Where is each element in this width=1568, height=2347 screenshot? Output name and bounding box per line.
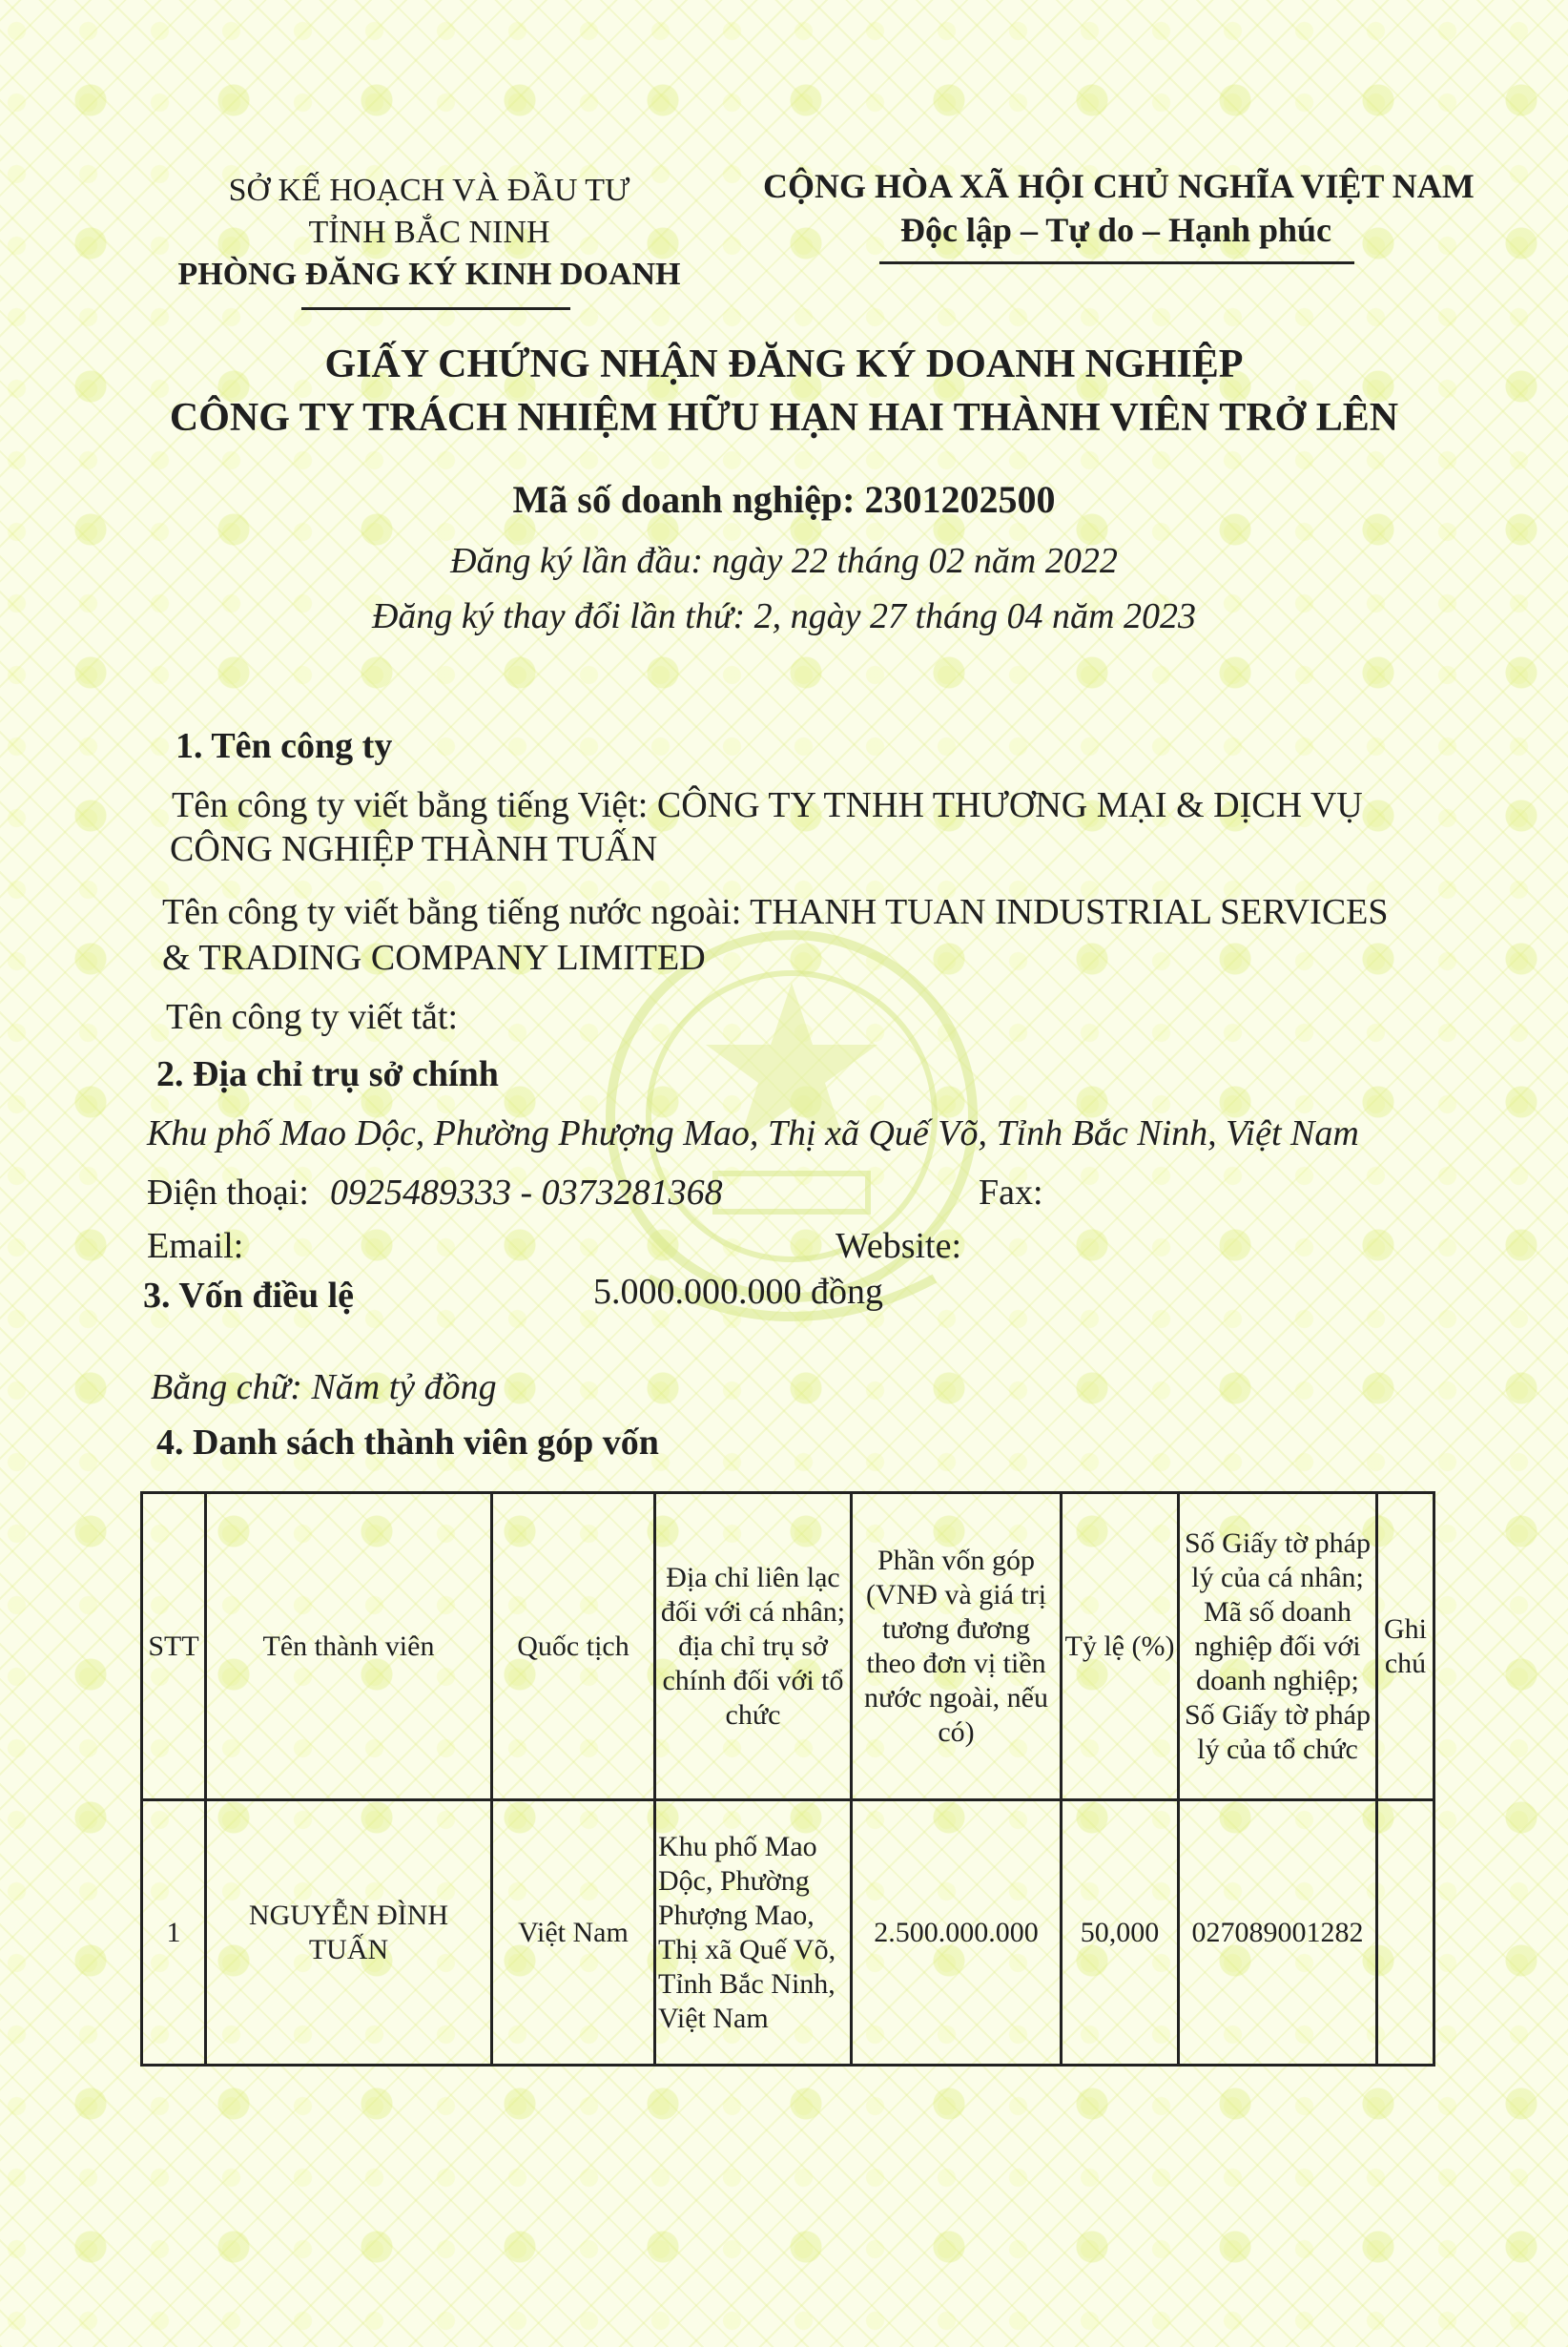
member-ratio: 50,000 (1062, 1800, 1179, 2066)
first-registration-date: Đăng ký lần đầu: ngày 22 tháng 02 năm 2022 (450, 541, 1118, 581)
company-type-title: CÔNG TY TRÁCH NHIỆM HỮU HẠN HAI THÀNH VIÊN TRỞ LÊN (169, 396, 1399, 440)
column-header: Ghi chú (1377, 1493, 1434, 1800)
charter-capital-amount: 5.000.000.000 đồng (593, 1272, 883, 1312)
vietnamese-name-line-2: CÔNG NGHIỆP THÀNH TUẤN (170, 829, 658, 869)
agency-line-1: SỞ KẾ HOẠCH VÀ ĐẦU TƯ (228, 173, 630, 208)
column-header: Quốc tịch (492, 1493, 655, 1800)
column-header: STT (142, 1493, 206, 1800)
agency-line-2: TỈNH BẮC NINH (308, 215, 550, 250)
website-label: Website: (836, 1226, 962, 1266)
member-note (1377, 1800, 1434, 2066)
member-address: Khu phố Mao Dộc, Phường Phượng Mao, Thị xã Quế Võ, Tỉnh Bắc Ninh, Việt Nam (655, 1800, 852, 2066)
charter-capital-in-words: Bằng chữ: Năm tỷ đồng (151, 1367, 497, 1407)
table-header-row (142, 1493, 1434, 1800)
amendment-date: Đăng ký thay đổi lần thứ: 2, ngày 27 tháng 04 năm 2023 (371, 596, 1197, 636)
enterprise-code: Mã số doanh nghiệp: 2301202500 (512, 478, 1056, 521)
column-header: Địa chỉ liên lạc đối với cá nhân; địa chỉ trụ sở chính đối với tổ chức (655, 1493, 852, 1800)
table-row (142, 1800, 1434, 2066)
agency-line-3: PHÒNG ĐĂNG KÝ KINH DOANH (177, 257, 681, 292)
agency-underline (301, 307, 570, 310)
section-4-heading: 4. Danh sách thành viên góp vốn (156, 1423, 659, 1463)
section-1-heading: 1. Tên công ty (175, 726, 393, 766)
phone-value: 0925489333 - 0373281368 (330, 1173, 723, 1213)
member-stt: 1 (142, 1800, 206, 2066)
column-header: Tên thành viên (206, 1493, 492, 1800)
phone-label: Điện thoại: (147, 1173, 309, 1213)
member-nationality: Việt Nam (492, 1800, 655, 2066)
republic-title: CỘNG HÒA XÃ HỘI CHỦ NGHĨA VIỆT NAM (763, 167, 1475, 205)
section-3-heading: 3. Vốn điều lệ (143, 1276, 355, 1316)
column-header: Phần vốn góp (VNĐ và giá trị tương đương theo đơn vị tiền nước ngoài, nếu có) (852, 1493, 1062, 1800)
section-2-heading: 2. Địa chỉ trụ sở chính (156, 1054, 499, 1094)
foreign-name-line-2: & TRADING COMPANY LIMITED (162, 938, 706, 978)
short-name: Tên công ty viết tắt: (166, 997, 459, 1037)
national-motto: Độc lập – Tự do – Hạnh phúc (899, 211, 1332, 249)
fax-label: Fax: (979, 1173, 1043, 1213)
certificate-title: GIẤY CHỨNG NHẬN ĐĂNG KÝ DOANH NGHIỆP (324, 343, 1244, 386)
foreign-name-line-1: Tên công ty viết bằng tiếng nước ngoài: THANH TUAN INDUSTRIAL SERVICES (162, 892, 1389, 932)
email-label: Email: (147, 1226, 244, 1266)
vietnamese-name-line-1: Tên công ty viết bằng tiếng Việt: CÔNG TY TNHH THƯƠNG MẠI & DỊCH VỤ (172, 785, 1363, 825)
member-name: NGUYỄN ĐÌNH TUẤN (206, 1800, 492, 2066)
members-table (140, 1491, 1435, 2067)
head-office-address: Khu phố Mao Dộc, Phường Phượng Mao, Thị xã Quế Võ, Tỉnh Bắc Ninh, Việt Nam (147, 1113, 1359, 1153)
member-capital: 2.500.000.000 (852, 1800, 1062, 2066)
motto-underline (879, 261, 1354, 264)
column-header: Số Giấy tờ pháp lý của cá nhân; Mã số doanh nghiệp đối với doanh nghiệp; Số Giấy tờ pháp lý của tổ chức (1179, 1493, 1377, 1800)
member-legal-doc: 027089001282 (1179, 1800, 1377, 2066)
column-header: Tỷ lệ (%) (1062, 1493, 1179, 1800)
